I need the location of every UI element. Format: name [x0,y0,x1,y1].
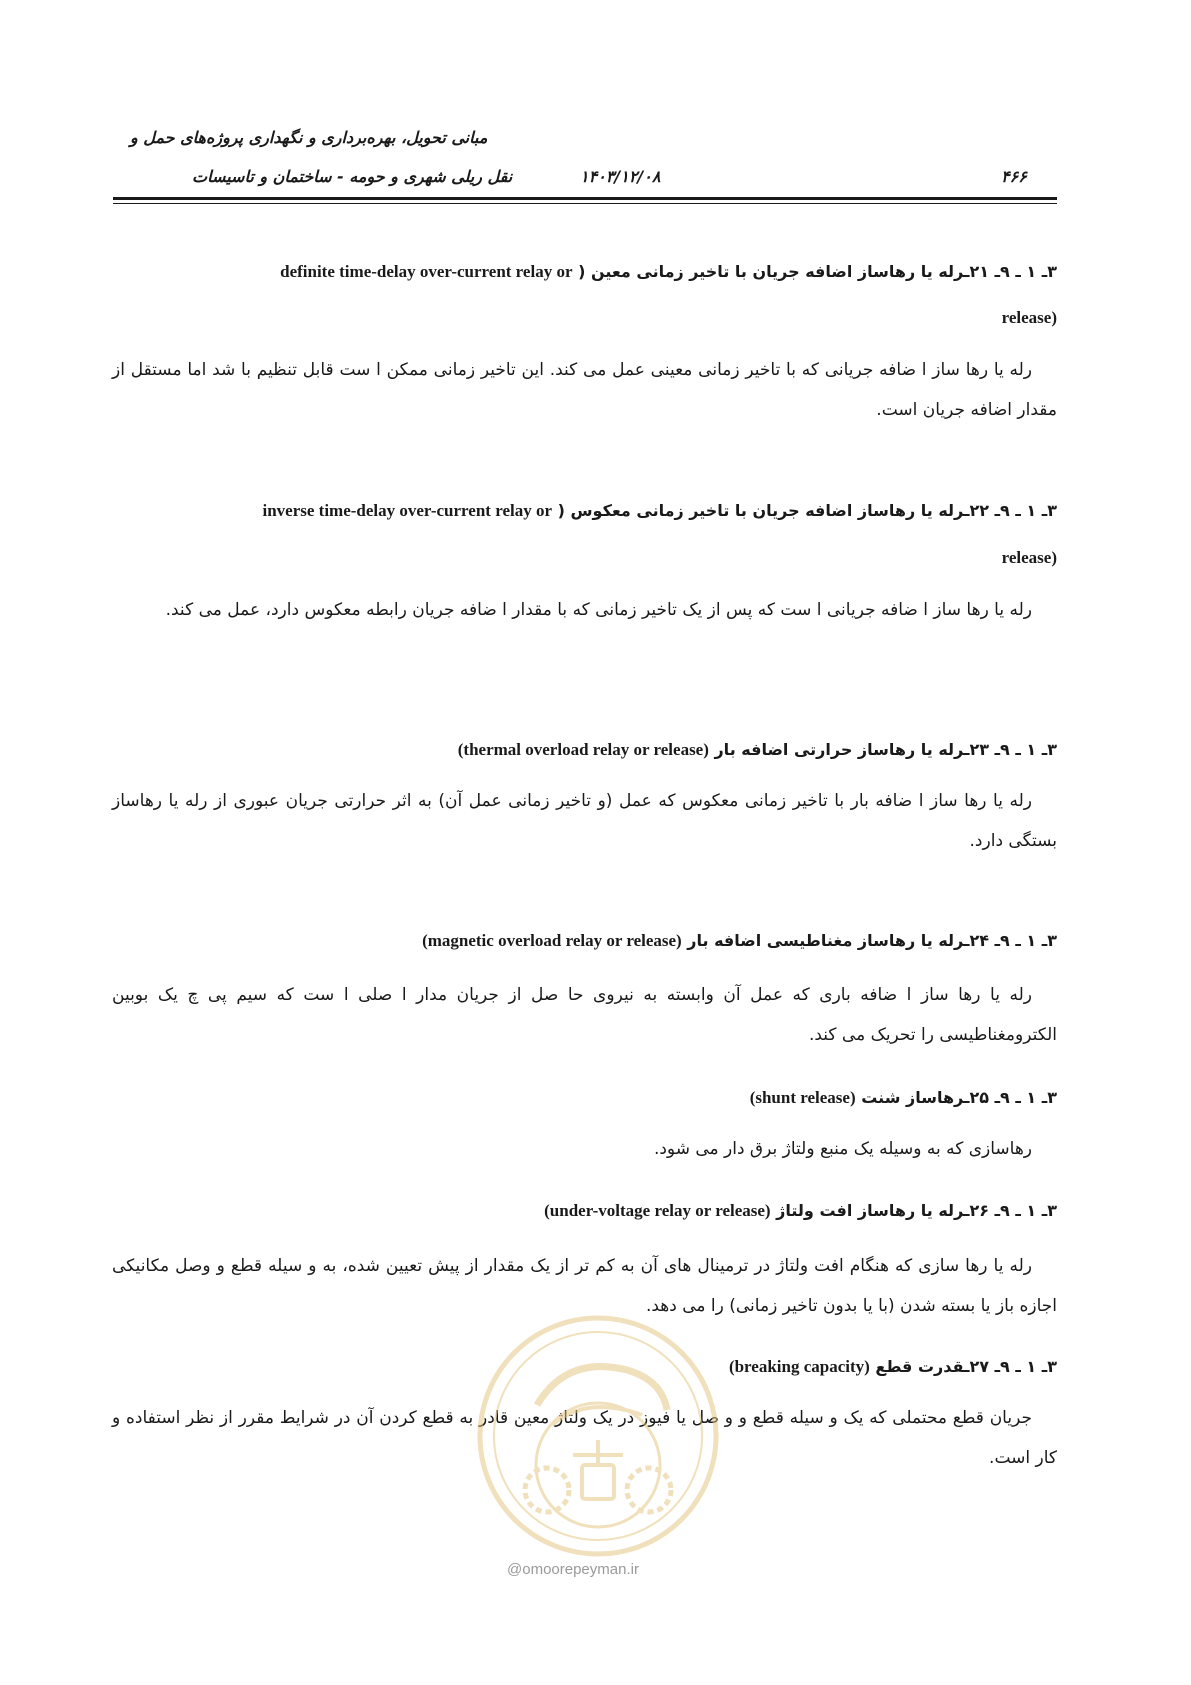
header-rule-thin [113,203,1057,204]
section-body: رهاسازی که به وسیله یک منبع ولتاژ برق دار می شود. [653,1139,1032,1159]
page-number: ۴۶۶ [1001,167,1027,186]
section-body: رله یا رها ساز ا ضافه باری که عمل آن وابسته به نیروی حا صل از جریان مدار ا صلی ا ست که سیم پی چ یک بوبین الکترومغناطیسی را تحریک می کند. [112,985,1057,1045]
section-title: ۳ـ ۱ ـ ۹ـ ۲۲ـرله یا رهاساز اضافه جریان با تاخیر زمانی معکوس ( [557,501,1057,520]
section-english-title: definite time-delay over-current relay or [280,262,573,281]
section-heading-27 [729,1357,1057,1377]
section-heading-26 [544,1201,1057,1221]
section-body: رله یا رها ساز ا ضافه جریانی که با تاخیر زمانی معینی عمل می کند. این تاخیر زمانی ممکن ا ست قابل تنظیم با شد اما مستقل از مقدار اضافه جریان است. [112,360,1057,420]
section-heading-22 [262,501,1057,521]
section-title: ۳ـ ۱ ـ ۹ـ ۲۳ـرله یا رهاساز حرارتی اضافه بار [714,740,1057,759]
section-title: ۳ـ ۱ ـ ۹ـ ۲۵ـرهاساز شنت [861,1088,1057,1107]
header-rule-thick [113,197,1057,200]
section-body: جریان قطع محتملی که یک و سیله قطع و و صل یا فیوز در یک ولتاژ معین قادر به قطع کردن آن در شرایط مقرر از نظر استفاده و کار است. [112,1408,1057,1468]
section-english-title: (shunt release) [749,1088,856,1107]
section-title: ۳ـ ۱ ـ ۹ـ ۲۶ـرله یا رهاساز افت ولتاژ [776,1201,1057,1220]
section-heading-24 [422,931,1057,951]
section-english-continuation: release) [1001,308,1057,327]
section-title: ۳ـ ۱ ـ ۹ـ ۲۴ـرله یا رهاساز مغناطیسی اضافه بار [687,931,1057,950]
section-english-title: (thermal overload relay or release) [457,740,709,759]
seal-logo [477,1315,719,1557]
section-heading-25 [750,1088,1057,1108]
header-title-line1: مبانی تحویل، بهره‌برداری و نگهداری پروژه‌های حمل و [130,128,488,147]
section-heading-21 [280,262,1057,282]
section-body: رله یا رها ساز ا ضافه بار با تاخیر زمانی معکوس که عمل (و تاخیر زمانی عمل آن) به اثر حرارتی جریان عبوری از رله یا رهاساز بستگی دارد. [112,791,1057,851]
section-body: رله یا رها سازی که هنگام افت ولتاژ در ترمینال های آن به کم تر از یک مقدار از پیش تعیین شده، به و سیله قطع و وصل مکانیکی اجازه باز یا بسته شدن (با یا بدون تاخیر زمانی) را می دهد. [112,1256,1057,1316]
watermark-url: @omoorepeyman.ir [507,1561,639,1578]
header-date: ۱۴۰۳/۱۲/۰۸ [580,167,661,186]
section-heading-23 [458,740,1057,760]
section-body: رله یا رها ساز ا ضافه جریانی ا ست که پس از یک تاخیر زمانی که با مقدار ا ضافه جریان رابطه معکوس دارد، عمل می کند. [165,600,1032,620]
section-english-continuation: release) [1001,548,1057,567]
header-title-line2: نقل ریلی شهری و حومه - ساختمان و تاسیسات [192,167,513,186]
section-english-title: (under-voltage relay or release) [544,1201,771,1220]
section-english-title: (breaking capacity) [728,1357,870,1376]
section-english-title: (magnetic overload relay or release) [422,931,682,950]
section-english-title: inverse time-delay over-current relay or [262,501,553,520]
section-title: ۳ـ ۱ ـ ۹ـ ۲۱ـرله یا رهاساز اضافه جریان با تاخیر زمانی معین ( [578,262,1057,281]
section-title: ۳ـ ۱ ـ ۹ـ ۲۷ـقدرت قطع [875,1357,1057,1376]
